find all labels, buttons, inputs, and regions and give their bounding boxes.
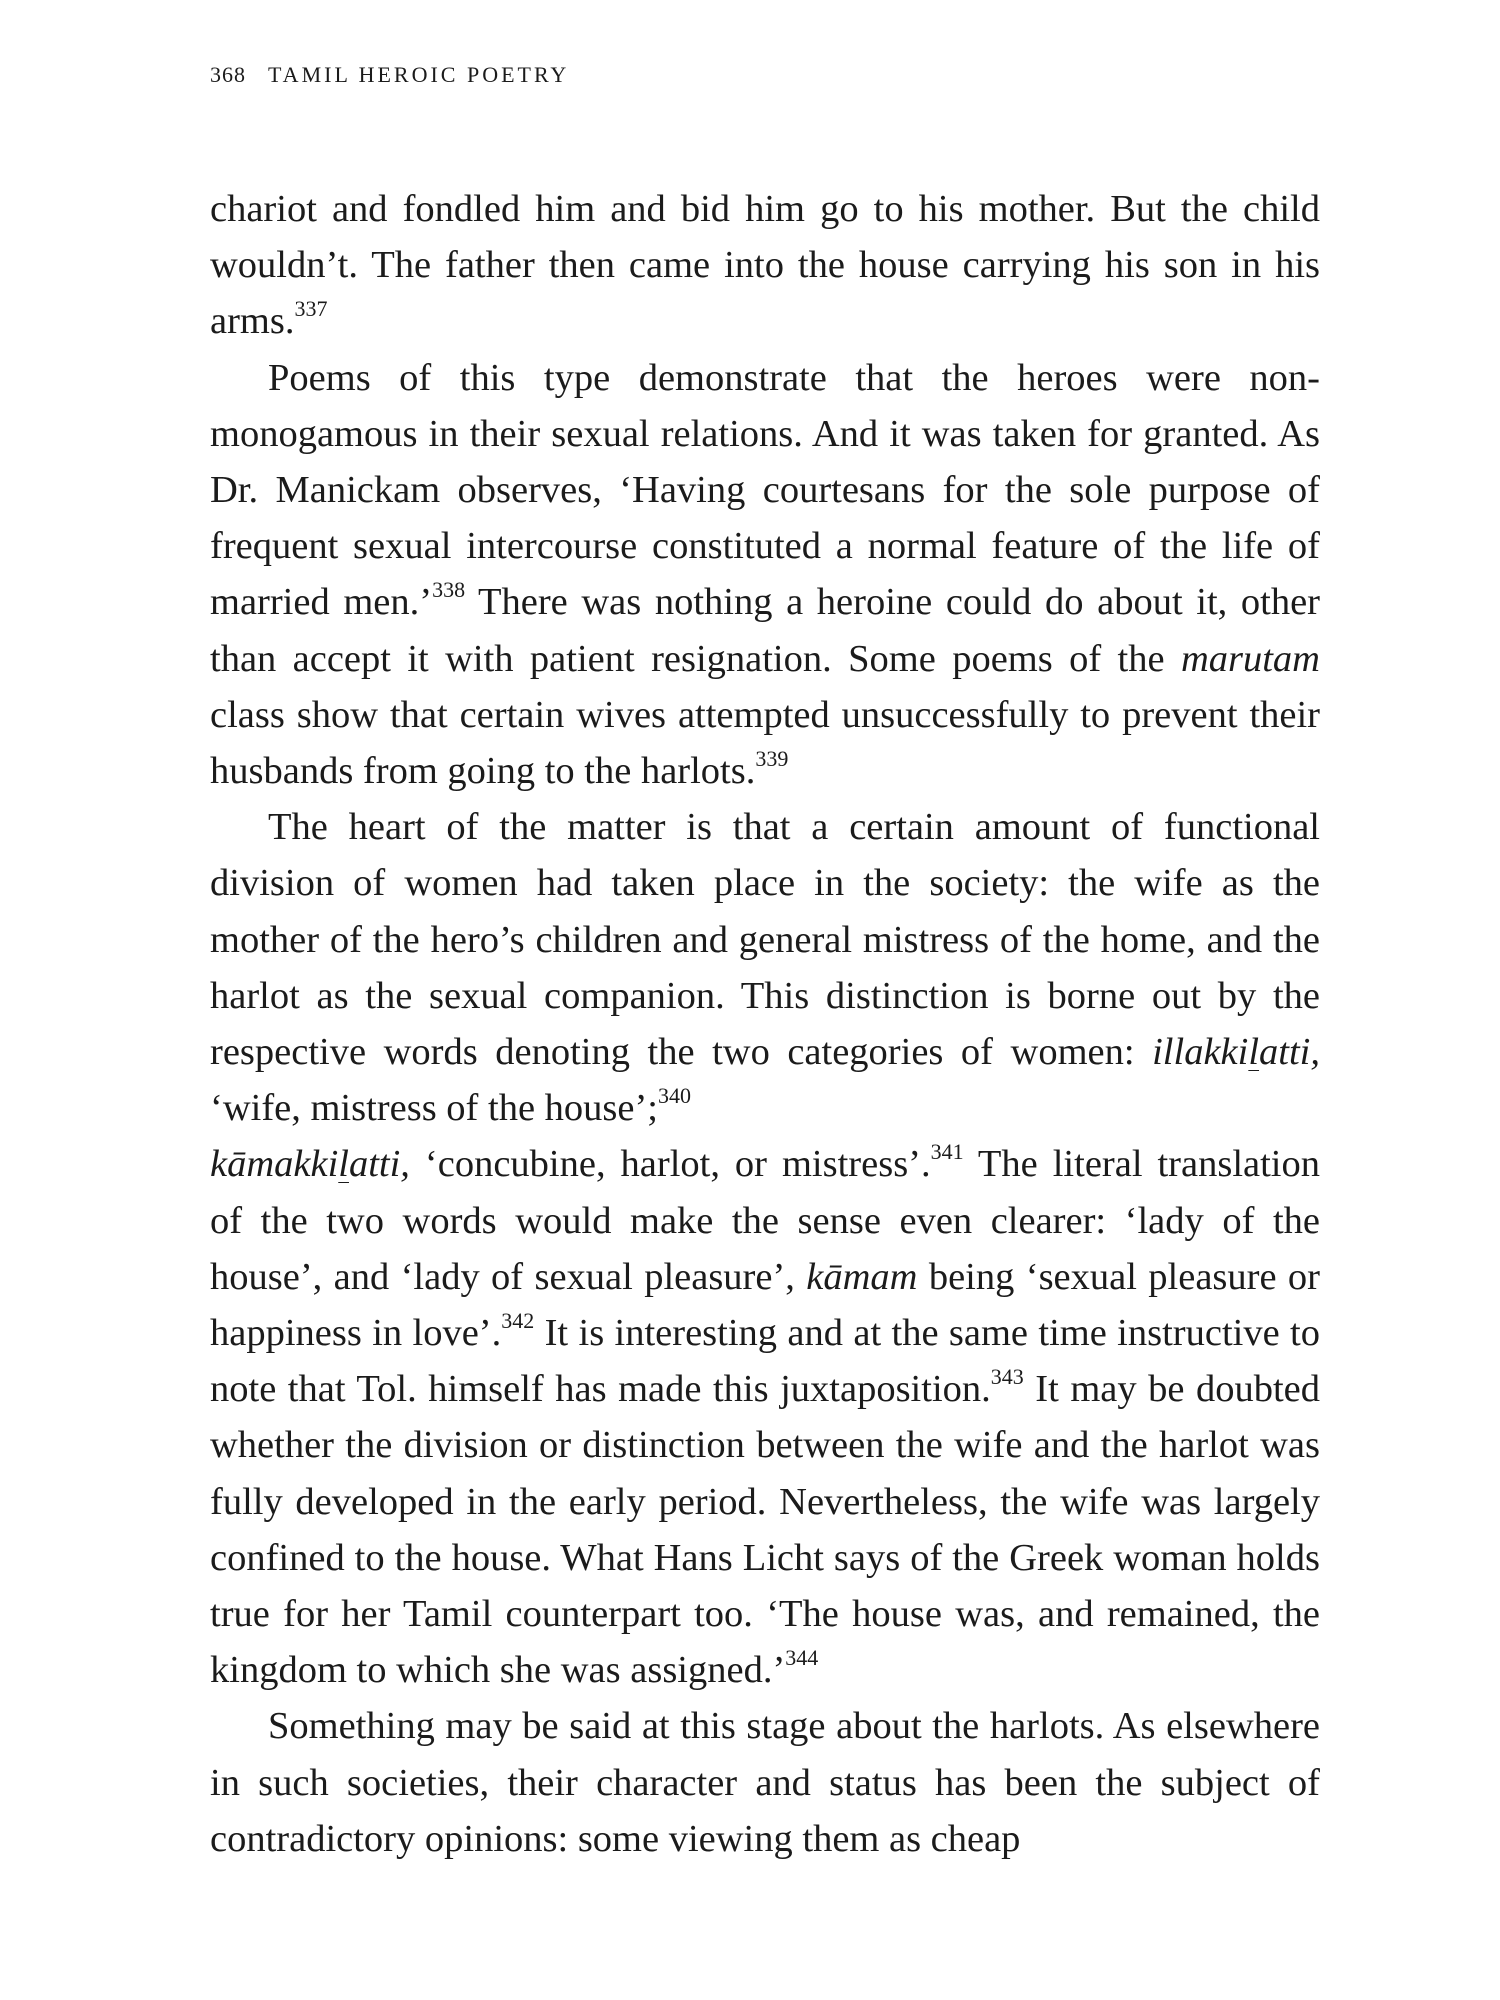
paragraph-functional-division: The heart of the matter is that a certain amount of functional division of women had taken place in the society: the wife as the mother of the hero’s children and general mistress of the home, and the harlot as the sexual companion. This distinction is borne out by the respective words denoting the two categories of women: illakkilatti, ‘wife, mistress of the house’;$^{340}$ kāmakkilatti, ‘concubine, harlot, or mistress’.$^{341}$ The literal translation of the two words would make the sense even clearer: ‘lady of the house’, and ‘lady of sexual pleasure’, kāmam being ‘sexual pleasure or happiness in love’.$^{342}$ It is interesting and at the same time instructive to note that Tol. himself has made this juxtaposition.$^{343}$ It may be doubted whether the division or distinction between the wife and the harlot was fully developed in the early period. Nevertheless, the wife was largely confined to the house. What Hans Licht says of the Greek woman holds true for her Tamil counterpart too. ‘The house was, and remained, the kingdom to which she was assigned.’$^{344}$ (210, 806, 1320, 1692)
running-title: TAMIL HEROIC POETRY (268, 62, 570, 87)
paragraph-non-monogamous: Poems of this type demonstrate that the heroes were non-monogamous in their sexual relations. And it was taken for granted. As Dr. Manickam observes, ‘Having courtesans for the sole purpose of frequent sexual intercourse constituted a normal feature of the life of married men.’$^{338}$ There was nothing a heroine could do about it, other than accept it with patient resignation. Some poems of the marutam class show that certain wives attempted unsuccessfully to prevent their husbands from going to the harlots.$^{339}$ (210, 356, 1320, 793)
footnote-ref-343: 343 (990, 1364, 1024, 1390)
footnote-ref-344: 344 (785, 1645, 819, 1671)
footnote-ref-341: 341 (930, 1139, 964, 1165)
footnote-ref-338: 338 (432, 577, 466, 603)
term-kamakkilatti: kāmakkilatti, (210, 1143, 410, 1186)
footnote-ref-340: 340 (658, 1083, 691, 1109)
paragraph-continuation: chariot and fondled him and bid him go to his mother. But the child wouldn’t. The father then came into the house carrying his son in his arms.$^{337}$ (210, 188, 1320, 343)
term-illakkilatti: illakkilatti, (1152, 1031, 1320, 1074)
running-head (210, 62, 569, 88)
footnote-ref-337: 337 (294, 296, 328, 322)
term-marutam: marutam (1180, 637, 1320, 680)
page-number: 368 (210, 62, 246, 87)
term-kamam: kāmam (806, 1255, 918, 1298)
footnote-ref-342: 342 (501, 1308, 535, 1334)
footnote-ref-339: 339 (755, 746, 789, 772)
paragraph-harlots: Something may be said at this stage about the harlots. As elsewhere in such societies, their character and status has been the subject of contradictory opinions: some viewing them as cheap (210, 1705, 1320, 1860)
body-text (210, 181, 1320, 1867)
